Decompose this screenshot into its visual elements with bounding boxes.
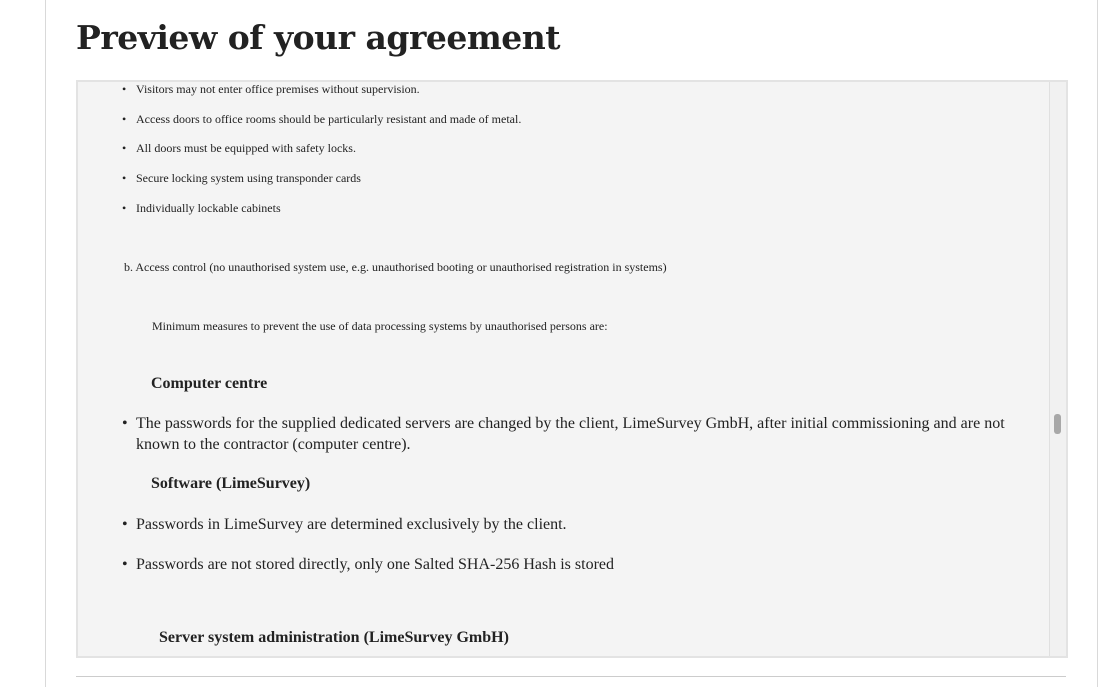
list-item: • Access doors to office rooms should be particularly resistant and made of metal. xyxy=(122,112,522,126)
server-admin-heading: Server system administration (LimeSurvey GmbH) xyxy=(159,629,509,646)
vertical-scrollbar[interactable] xyxy=(1049,82,1066,656)
bullet-icon: • xyxy=(122,141,127,155)
bullet-icon: • xyxy=(122,171,127,185)
page-title: Preview of your agreement xyxy=(76,18,561,57)
list-item: • Passwords are not stored directly, only one Salted SHA-256 Hash is stored xyxy=(122,556,614,573)
list-item: • Visitors may not enter office premises without supervision. xyxy=(122,82,420,96)
bullet-icon: • xyxy=(122,415,128,432)
bullet-icon: • xyxy=(122,516,128,533)
bullet-icon: • xyxy=(122,201,127,215)
bullet-icon: • xyxy=(122,556,128,573)
computer-centre-heading: Computer centre xyxy=(151,375,268,392)
access-control-intro: Minimum measures to prevent the use of data processing systems by unauthorised persons are: xyxy=(152,319,608,333)
bullet-icon: • xyxy=(122,82,127,96)
scrollbar-thumb[interactable] xyxy=(1054,414,1061,434)
list-item: • All doors must be equipped with safety locks. xyxy=(122,141,356,155)
list-item: • Individually lockable cabinets xyxy=(122,201,281,215)
software-heading: Software (LimeSurvey) xyxy=(151,475,311,492)
divider xyxy=(76,676,1066,677)
list-item: • Secure locking system using transponder cards xyxy=(122,171,361,185)
list-item: • The passwords for the supplied dedicated servers are changed by the client, LimeSurvey GmbH, after initial commissioning and are not known to the contractor (computer centre). xyxy=(122,415,1005,453)
agreement-document xyxy=(78,82,1048,656)
bullet-icon: • xyxy=(122,112,127,126)
agreement-preview-frame[interactable] xyxy=(76,80,1068,658)
access-control-heading: b. Access control (no unauthorised system use, e.g. unauthorised booting or unauthorised registration in systems) xyxy=(124,260,667,274)
page-container xyxy=(45,0,1098,687)
list-item: • Passwords in LimeSurvey are determined exclusively by the client. xyxy=(122,516,567,533)
